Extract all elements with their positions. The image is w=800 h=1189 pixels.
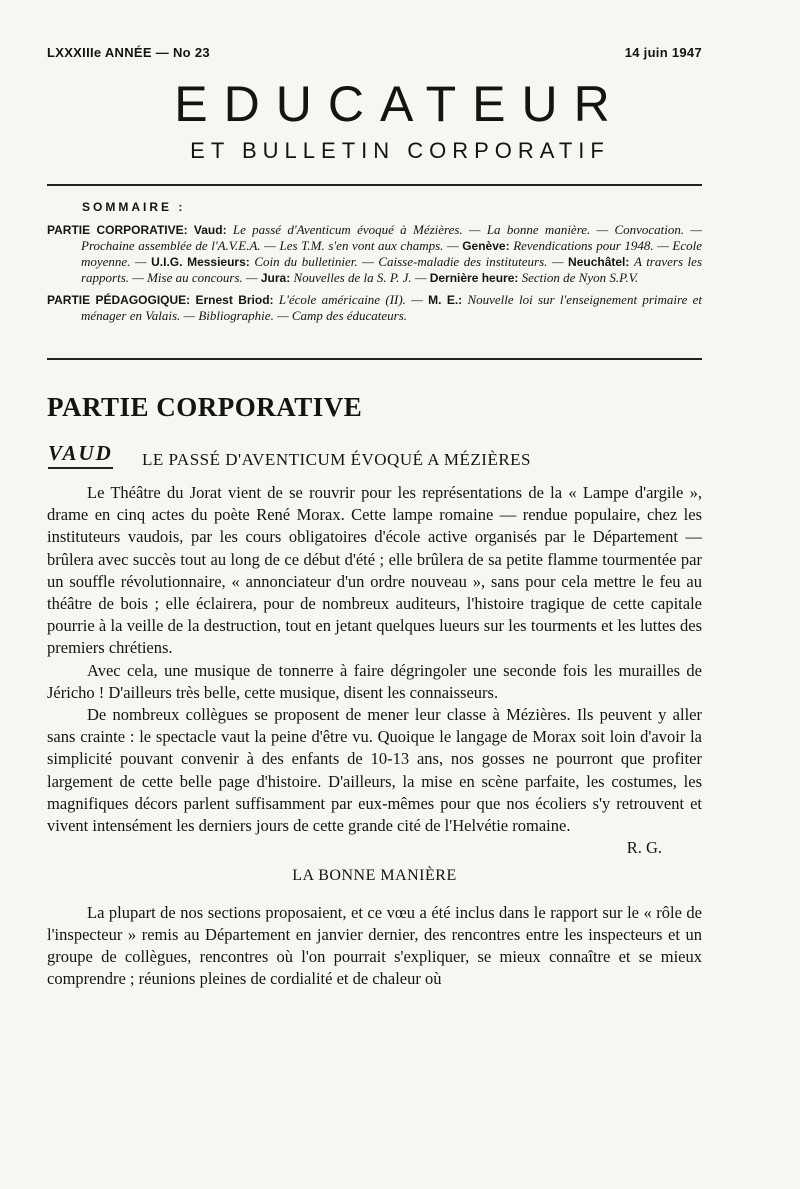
- summary-label-uig: U.I.G. Messieurs:: [151, 255, 250, 269]
- summary-text-geneve: Revendications pour 1948. — Ecole moyenne. —: [81, 238, 703, 269]
- publication-title: EDUCATEUR: [174, 76, 626, 132]
- article-body: [47, 482, 702, 990]
- summary-label-briod: Ernest Briod:: [195, 293, 274, 307]
- summary-label-geneve: Genève:: [462, 239, 510, 253]
- summary-text-jura: Nouvelles de la S. P. J. —: [293, 270, 427, 285]
- summary-text-vaud: Le passé d'Aventicum évoqué à Mézières. — La bonne manière. — Convocation. — Prochaine assemblée de l'A.V.E.A. — Les T.M. s'en vont aux champs. —: [81, 222, 702, 253]
- summary-text-derniere: Section de Nyon S.P.V.: [521, 270, 639, 285]
- summary-corporative: [47, 222, 702, 286]
- publication-subtitle: ET BULLETIN CORPORATIF: [190, 138, 610, 163]
- second-article-paragraph: La plupart de nos sections proposaient, et ce vœu a été inclus dans le rapport sur le « rôle de l'inspecteur » remis au Département en janvier dernier, des rencontres entre les inspecteurs et un groupe de collègues, rencontres où l'on pourrait s'expliquer, se mieux connaître et se mieux comprendre ; réunions pleines de cordialité et de chaleur où: [47, 902, 702, 989]
- top-divider: [47, 184, 702, 186]
- summary-label-neuchatel: Neuchâtel:: [568, 255, 630, 269]
- summary-heading: SOMMAIRE :: [82, 200, 186, 214]
- summary-text-briod: L'école américaine (II). —: [278, 292, 423, 307]
- summary-label-corporative: PARTIE CORPORATIVE:: [47, 223, 188, 237]
- summary-pedagogique: [47, 292, 702, 323]
- canton-label: VAUD: [48, 441, 113, 469]
- issue-number: LXXXIIIe ANNÉE — No 23: [47, 45, 210, 60]
- article-paragraph: Avec cela, une musique de tonnerre à faire dégringoler une seconde fois les murailles de Jéricho ! D'ailleurs très belle, cette musique, disent les connaisseurs.: [47, 660, 702, 702]
- summary-label-pedagogique: PARTIE PÉDAGOGIQUE:: [47, 293, 191, 307]
- issue-date: 14 juin 1947: [624, 45, 702, 60]
- summary-text-uig: Coin du bulletinier. — Caisse-maladie des instituteurs. —: [254, 254, 564, 269]
- article-paragraph: De nombreux collègues se proposent de mener leur classe à Mézières. Ils peuvent y aller sans crainte : le spectacle vaut la peine d'être vu. Quoique le langage de Morax soit loin d'avoir la simplicité pouvant convenir à des enfants de 10-13 ans, nos gosses ne pourront que profiter largement de cette belle page d'histoire. D'ailleurs, la mise en scène parfaite, les costumes, les magnifiques décors parlent suffisamment par eux-mêmes pour que nos écoliers s'y retrouvent et vivent intensément les derniers jours de cette grande cité de l'Helvétie romaine.: [47, 705, 702, 836]
- article-signature: R. G.: [626, 838, 662, 858]
- article-title: LE PASSÉ D'AVENTICUM ÉVOQUÉ A MÉZIÈRES: [142, 450, 532, 469]
- summary-block: [47, 222, 702, 329]
- summary-divider: [47, 358, 702, 360]
- section-title: PARTIE CORPORATIVE: [47, 392, 363, 422]
- summary-label-vaud: Vaud:: [193, 223, 227, 237]
- summary-label-me: M. E.:: [428, 293, 463, 307]
- summary-label-jura: Jura:: [260, 271, 291, 285]
- summary-text-neuchatel: A travers les rapports. — Mise au concours. —: [81, 254, 703, 285]
- summary-text-me: Nouvelle loi sur l'enseignement primaire et ménager en Valais. — Bibliographie. — Camp des éducateurs.: [81, 292, 703, 323]
- summary-label-derniere: Dernière heure:: [429, 271, 519, 285]
- masthead-info: [47, 45, 702, 60]
- second-article-title: LA BONNE MANIÈRE: [292, 867, 457, 885]
- article-paragraph: Le Théâtre du Jorat vient de se rouvrir pour les représentations de la « Lampe d'argile », drame en cinq actes du poète René Morax. Cette lampe romaine — rendue populaire, chez les instituteurs vaudois, par les cours obligatoires d'école active organisés par le Département — brûlera avec succès tout au long de ce début d'été ; elle brûlera de sa petite flamme tourmentée par un souffle révolutionnaire, « annonciateur d'un ordre nouveau », sans pour cela mettre le feu au théâtre de bois ; elle éclairera, pour de nombreux auditeurs, l'histoire tragique de cette capitale pourrie à la veille de la destruction, tout en jetant quelques lueurs sur les tourments et les luttes des premiers chrétiens.: [47, 483, 702, 658]
